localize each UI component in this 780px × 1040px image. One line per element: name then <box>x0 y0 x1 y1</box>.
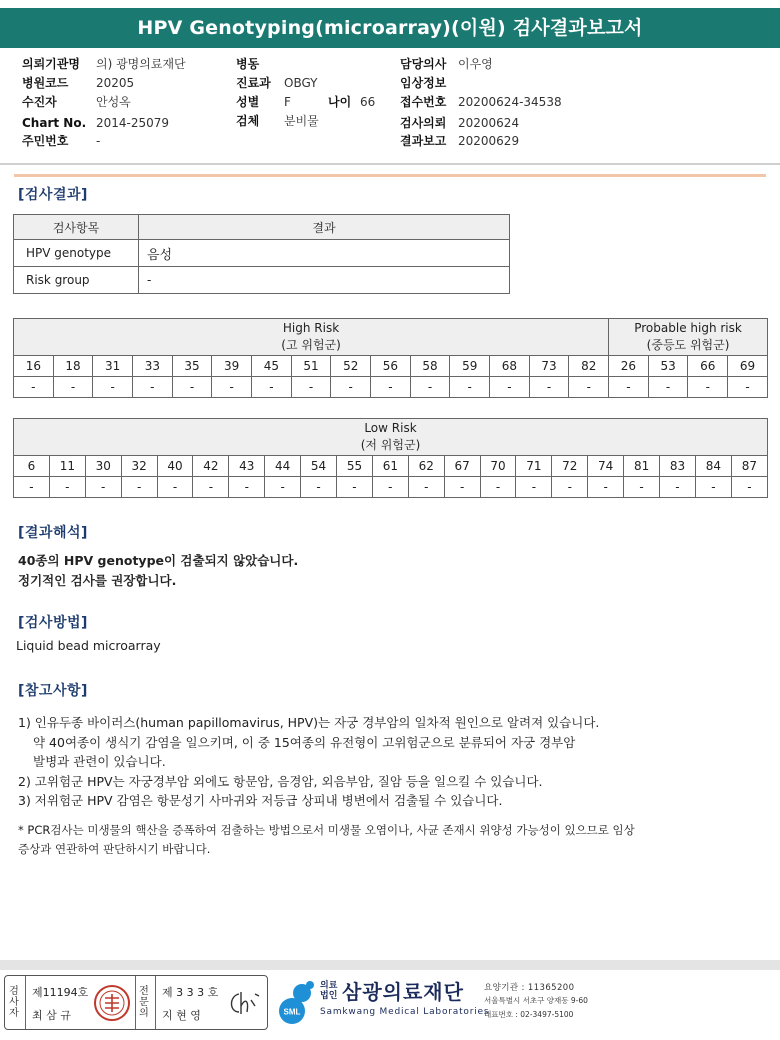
genotype-code: 72 <box>552 456 588 477</box>
note-line: 2) 고위험군 HPV는 자궁경부암 외에도 항문암, 음경암, 외음부암, 질암 등을 일으킬 수 있습니다. <box>18 774 543 789</box>
info-label: 접수번호 <box>400 95 447 109</box>
info-label: 담당의사 <box>400 57 447 71</box>
genotype-value: - <box>660 477 696 498</box>
genotype-code: 84 <box>695 456 731 477</box>
info-hospital-code <box>22 74 135 92</box>
genotype-value: - <box>93 377 133 398</box>
method-text: Liquid bead microarray <box>16 638 161 653</box>
table-header: 검사항목 <box>14 215 139 240</box>
vertical-char: 사 <box>9 997 19 1008</box>
info-value: F <box>284 95 291 109</box>
info-label: 수진자 <box>22 95 57 109</box>
info-label: 검사의뢰 <box>400 116 447 130</box>
vertical-char: 자 <box>9 1008 19 1019</box>
genotype-value: - <box>229 477 265 498</box>
genotype-code: 62 <box>408 456 444 477</box>
vertical-char: 전 <box>139 986 149 997</box>
genotype-value: - <box>85 477 121 498</box>
signature-box <box>4 975 268 1030</box>
info-sex-age <box>236 93 396 111</box>
genotype-code: 18 <box>53 356 93 377</box>
lab-logo <box>272 975 772 1030</box>
genotype-value: - <box>301 477 337 498</box>
genotype-code: 52 <box>331 356 371 377</box>
tester-label <box>7 986 21 1019</box>
genotype-code: 11 <box>49 456 85 477</box>
genotype-value: - <box>252 377 292 398</box>
genotype-value: - <box>371 377 411 398</box>
section-title-method: [검사방법] <box>18 615 88 631</box>
genotype-code: 87 <box>731 456 767 477</box>
info-department <box>236 74 318 92</box>
header-line: (중등도 위험군) <box>646 338 730 352</box>
info-resident-no <box>22 132 101 150</box>
genotype-value: - <box>609 377 649 398</box>
genotype-code: 66 <box>688 356 728 377</box>
divider <box>135 976 136 1029</box>
genotype-value: - <box>695 477 731 498</box>
info-value: 2014-25079 <box>96 116 170 130</box>
header-line: Low Risk <box>364 421 417 435</box>
genotype-value: - <box>291 377 331 398</box>
footer-band <box>0 960 780 970</box>
genotype-code: 68 <box>490 356 530 377</box>
info-specimen <box>236 112 319 130</box>
interpretation-line: 40종의 HPV genotype이 검출되지 않았습니다. <box>18 553 299 568</box>
tester-seal-icon <box>93 984 131 1022</box>
sml-logo-icon <box>272 979 316 1027</box>
probable-high-risk-header <box>609 319 768 356</box>
info-ward <box>236 55 259 73</box>
genotype-code: 54 <box>301 456 337 477</box>
genotype-code: 16 <box>14 356 54 377</box>
info-patient <box>22 93 131 111</box>
genotype-code-row <box>14 456 768 477</box>
genotype-value: - <box>53 377 93 398</box>
genotype-value: - <box>331 377 371 398</box>
vertical-char: 검 <box>9 986 19 997</box>
info-chart-no <box>22 114 170 132</box>
genotype-value: - <box>212 377 252 398</box>
genotype-value: - <box>588 477 624 498</box>
genotype-value: - <box>193 477 229 498</box>
info-value: 66 <box>360 95 376 109</box>
info-label: 주민번호 <box>22 134 69 148</box>
genotype-code: 53 <box>648 356 688 377</box>
note-line: 3) 저위험군 HPV 감염은 항문성기 사마귀와 저등급 상피내 병변에서 검출될 수 있습니다. <box>18 793 503 808</box>
high-risk-header <box>14 319 609 356</box>
note-line: 발병과 관련이 있습니다. <box>33 754 166 769</box>
info-label: Chart No. <box>22 116 87 130</box>
genotype-value: - <box>480 477 516 498</box>
genotype-value: - <box>529 377 569 398</box>
genotype-code: 74 <box>588 456 624 477</box>
genotype-code: 70 <box>480 456 516 477</box>
genotype-value: - <box>157 477 193 498</box>
divider <box>25 976 26 1029</box>
genotype-value: - <box>731 477 767 498</box>
genotype-value: - <box>372 477 408 498</box>
genotype-code: 39 <box>212 356 252 377</box>
info-value: - <box>96 134 101 148</box>
genotype-code: 42 <box>193 456 229 477</box>
genotype-code: 26 <box>609 356 649 377</box>
low-risk-header <box>14 419 768 456</box>
genotype-code: 43 <box>229 456 265 477</box>
info-request-date <box>400 114 520 132</box>
section-title-interpretation: [결과해석] <box>18 525 88 541</box>
genotype-code: 30 <box>85 456 121 477</box>
result-table <box>13 214 510 294</box>
genotype-code: 44 <box>265 456 301 477</box>
table-header: 결과 <box>139 215 510 240</box>
genotype-value: - <box>121 477 157 498</box>
header-line: High Risk <box>282 321 340 335</box>
info-value: 20200624 <box>458 116 520 130</box>
vertical-char: 문 <box>139 997 149 1008</box>
high-risk-table <box>13 318 768 398</box>
genotype-value: - <box>410 377 450 398</box>
info-label: 임상정보 <box>400 76 447 90</box>
table-header-row <box>14 419 768 456</box>
genotype-code: 56 <box>371 356 411 377</box>
genotype-code: 51 <box>291 356 331 377</box>
table-row <box>14 267 510 294</box>
genotype-value: - <box>648 377 688 398</box>
genotype-code: 6 <box>14 456 50 477</box>
genotype-code: 69 <box>728 356 768 377</box>
table-cell: HPV genotype <box>14 240 139 267</box>
table-cell: Risk group <box>14 267 139 294</box>
tester-license-no: 제11194호 <box>32 986 89 999</box>
info-institution <box>22 55 186 73</box>
table-header-row <box>14 319 768 356</box>
genotype-code: 58 <box>410 356 450 377</box>
info-value: 분비물 <box>284 114 319 128</box>
genotype-code: 71 <box>516 456 552 477</box>
genotype-code: 45 <box>252 356 292 377</box>
genotype-value: - <box>14 477 50 498</box>
divider <box>14 174 766 177</box>
genotype-value: - <box>14 377 54 398</box>
genotype-code: 35 <box>172 356 212 377</box>
table-header-row <box>14 215 510 240</box>
lab-code: 요양기관 : 11365200 <box>484 983 575 993</box>
divider <box>155 976 156 1029</box>
table-cell: 음성 <box>139 240 510 267</box>
logo-badge-text: SML <box>283 1007 301 1017</box>
genotype-value-row <box>14 477 768 498</box>
genotype-value: - <box>337 477 373 498</box>
pcr-note-line: * PCR검사는 미생물의 핵산을 증폭하여 검출하는 방법으로서 미생물 오염이나, 사균 존재시 위양성 가능성이 있으므로 임상 <box>18 823 635 837</box>
info-value: 의) 광명의료재단 <box>96 57 186 71</box>
info-label: 성별 <box>236 95 260 109</box>
genotype-code: 33 <box>133 356 173 377</box>
genotype-value: - <box>444 477 480 498</box>
genotype-code: 73 <box>529 356 569 377</box>
genotype-code: 67 <box>444 456 480 477</box>
specialist-license-no: 제 3 3 3 호 <box>162 986 219 999</box>
genotype-value: - <box>688 377 728 398</box>
info-value: 안성옥 <box>96 95 131 109</box>
pcr-note-line: 증상과 연관하여 판단하시기 바랍니다. <box>18 842 211 856</box>
genotype-value: - <box>408 477 444 498</box>
info-label: 병원코드 <box>22 76 69 90</box>
genotype-value: - <box>133 377 173 398</box>
divider <box>0 163 780 165</box>
note-line: 약 40여종이 생식기 감염을 일으키며, 이 중 15여종의 유전형이 고위험군으로 분류되어 자궁 경부암 <box>33 735 576 750</box>
info-label: 나이 <box>328 95 352 109</box>
section-title-result: [검사결과] <box>18 187 88 203</box>
genotype-value: - <box>516 477 552 498</box>
info-value: 20200624-34538 <box>458 95 562 109</box>
logo-name-kr: 삼광의료재단 <box>342 980 464 1004</box>
vertical-char: 의 <box>139 1008 149 1019</box>
lab-address: 서울특별시 서초구 양재동 9-60 <box>484 996 588 1005</box>
info-label: 결과보고 <box>400 134 447 148</box>
genotype-code-row <box>14 356 768 377</box>
genotype-code: 83 <box>660 456 696 477</box>
table-row <box>14 240 510 267</box>
info-value: 20205 <box>96 76 135 90</box>
genotype-code: 81 <box>624 456 660 477</box>
specialist-signature-icon <box>225 986 263 1020</box>
logo-prefix-line: 법인 <box>320 991 338 1001</box>
section-title-notes: [참고사항] <box>18 683 88 699</box>
header-line: Probable high risk <box>634 321 742 335</box>
header-line: (저 위험군) <box>360 438 421 452</box>
genotype-value-row <box>14 377 768 398</box>
info-report-date <box>400 132 520 150</box>
interpretation-line: 정기적인 검사를 권장합니다. <box>18 573 177 588</box>
low-risk-table <box>13 418 768 498</box>
genotype-code: 40 <box>157 456 193 477</box>
genotype-value: - <box>172 377 212 398</box>
genotype-code: 55 <box>337 456 373 477</box>
genotype-value: - <box>569 377 609 398</box>
genotype-value: - <box>490 377 530 398</box>
genotype-code: 61 <box>372 456 408 477</box>
tester-name: 최 삼 규 <box>32 1009 71 1022</box>
info-label: 검체 <box>236 114 260 128</box>
specialist-name: 지 현 영 <box>162 1009 201 1022</box>
info-label: 진료과 <box>236 76 271 90</box>
genotype-value: - <box>728 377 768 398</box>
info-value: 20200629 <box>458 134 520 148</box>
logo-name-en: Samkwang Medical Laboratories <box>320 1007 490 1017</box>
genotype-code: 32 <box>121 456 157 477</box>
info-value: OBGY <box>284 76 318 90</box>
genotype-value: - <box>624 477 660 498</box>
info-value: 이우영 <box>458 57 493 71</box>
report-title: HPV Genotyping(microarray)(이원) 검사결과보고서 <box>0 8 780 48</box>
table-cell: - <box>139 267 510 294</box>
genotype-value: - <box>265 477 301 498</box>
genotype-value: - <box>552 477 588 498</box>
genotype-code: 82 <box>569 356 609 377</box>
genotype-code: 59 <box>450 356 490 377</box>
info-doctor <box>400 55 493 73</box>
genotype-value: - <box>450 377 490 398</box>
logo-prefix <box>320 981 337 1001</box>
info-clinical <box>400 74 446 92</box>
genotype-value: - <box>49 477 85 498</box>
logo-prefix-line: 의료 <box>320 981 338 991</box>
lab-phone: 대표번호 : 02-3497-5100 <box>484 1010 574 1019</box>
note-line: 1) 인유두종 바이러스(human papillomavirus, HPV)는 자궁 경부암의 일차적 원인으로 알려져 있습니다. <box>18 715 600 730</box>
info-receipt-no <box>400 93 562 111</box>
genotype-code: 31 <box>93 356 133 377</box>
info-label: 의뢰기관명 <box>22 57 80 71</box>
specialist-label <box>137 986 151 1019</box>
header-line: (고 위험군) <box>281 338 341 352</box>
info-label: 병동 <box>236 57 260 71</box>
